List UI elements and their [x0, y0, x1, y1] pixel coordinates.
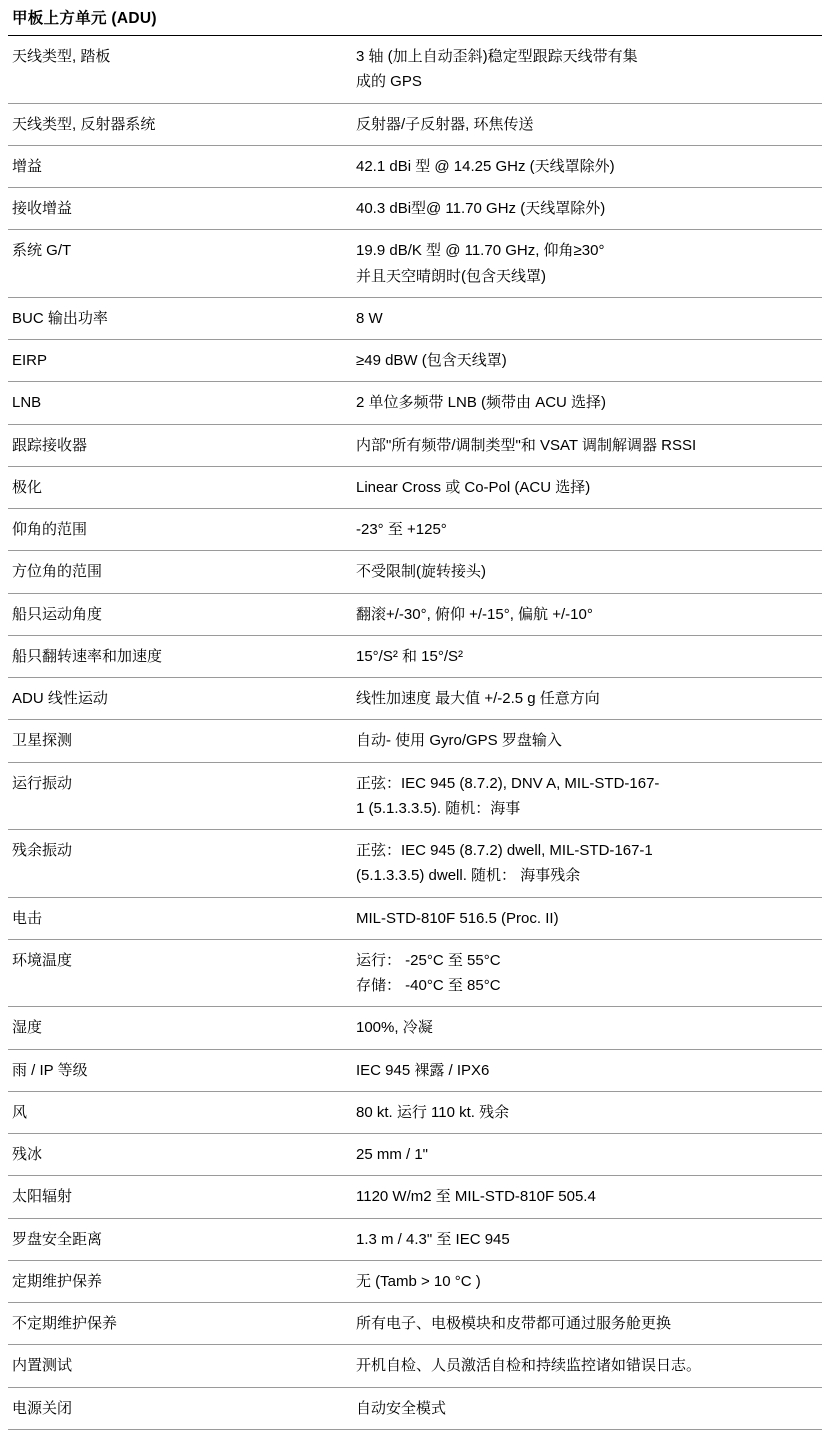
table-row: [8, 1387, 822, 1429]
table-row: [8, 103, 822, 145]
table-row: [8, 382, 822, 424]
spec-value-line: 正弦：IEC 945 (8.7.2) dwell, MIL-STD-167-1: [356, 842, 653, 859]
table-row: [8, 509, 822, 551]
spec-label: 湿度: [8, 1007, 348, 1049]
spec-label: 不定期维护保养: [8, 1303, 348, 1345]
spec-label: 仰角的范围: [8, 509, 348, 551]
spec-value: [348, 424, 822, 466]
spec-label: 极化: [8, 466, 348, 508]
table-row: [8, 36, 822, 104]
table-row: [8, 939, 822, 1007]
spec-label: 卫星探测: [8, 720, 348, 762]
spec-label: 运行振动: [8, 762, 348, 830]
table-row: [8, 297, 822, 339]
spec-value-line: 反射器/子反射器, 环焦传送: [356, 115, 534, 133]
spec-label: 方位角的范围: [8, 551, 348, 593]
spec-value: [348, 720, 822, 762]
table-row: [8, 424, 822, 466]
table-row: [8, 1218, 822, 1260]
spec-value-line: 1120 W/m2 至 MIL-STD-810F 505.4: [356, 1188, 596, 1206]
spec-label: 天线类型, 反射器系统: [8, 103, 348, 145]
spec-value-line: 开机自检、人员激活自检和持续监控诸如错误日志。: [356, 1357, 702, 1375]
table-row: [8, 551, 822, 593]
spec-value-line: 2 单位多频带 LNB (频带由 ACU 选择): [356, 394, 607, 412]
spec-value-line: ≥49 dBW (包含天线罩): [356, 352, 507, 369]
spec-value: [348, 509, 822, 551]
spec-value: [348, 1260, 822, 1302]
table-row: [8, 678, 822, 720]
table-row: [8, 635, 822, 677]
spec-value: [348, 1345, 822, 1387]
spec-value-line: 无 (Tamb > 10 °C ): [356, 1272, 481, 1290]
spec-value-line: MIL-STD-810F 516.5 (Proc. II): [356, 909, 559, 927]
spec-value: [348, 897, 822, 939]
spec-value-line: 翻滚+/-30°, 俯仰 +/-15°, 偏航 +/-10°: [356, 605, 593, 623]
spec-value: [348, 230, 822, 298]
spec-value-line: 存储： -40°C 至 85°C: [356, 977, 501, 994]
table-row: [8, 593, 822, 635]
spec-label: 内置测试: [8, 1345, 348, 1387]
spec-value-line: 不受限制(旋转接头): [356, 563, 486, 581]
spec-label: LNB: [8, 382, 348, 424]
spec-value: [348, 382, 822, 424]
table-row: [8, 1260, 822, 1302]
table-row: [8, 145, 822, 187]
spec-value: [348, 593, 822, 635]
spec-label: 接收增益: [8, 188, 348, 230]
spec-value: [348, 297, 822, 339]
spec-value-line: 42.1 dBi 型 @ 14.25 GHz (天线罩除外): [356, 157, 615, 175]
table-row: [8, 897, 822, 939]
spec-label: 电击: [8, 897, 348, 939]
table-row: [8, 466, 822, 508]
spec-value: [348, 188, 822, 230]
table-row: [8, 762, 822, 830]
spec-value-line: 100%, 冷凝: [356, 1019, 433, 1037]
table-row: [8, 1007, 822, 1049]
spec-value-line: -23° 至 +125°: [356, 521, 447, 538]
spec-value-line: 40.3 dBi型@ 11.70 GHz (天线罩除外): [356, 200, 606, 217]
spec-label: 残余振动: [8, 830, 348, 898]
spec-label: EIRP: [8, 340, 348, 382]
spec-value: [348, 466, 822, 508]
spec-label: ADU 线性运动: [8, 678, 348, 720]
spec-label: BUC 输出功率: [8, 297, 348, 339]
spec-value: [348, 762, 822, 830]
section-title: 甲板上方单元 (ADU): [8, 0, 822, 36]
table-row: [8, 1091, 822, 1133]
spec-label: 船只翻转速率和加速度: [8, 635, 348, 677]
table-row: [8, 230, 822, 298]
spec-table-body: [8, 0, 822, 1429]
spec-value: [348, 36, 822, 104]
spec-value: [348, 103, 822, 145]
section-header-row: [8, 0, 822, 36]
spec-value: [348, 1303, 822, 1345]
spec-value: [348, 551, 822, 593]
spec-value-line: 15°/S² 和 15°/S²: [356, 647, 464, 665]
table-row: [8, 340, 822, 382]
spec-value: [348, 1091, 822, 1133]
spec-value-line: 自动安全模式: [356, 1399, 447, 1417]
table-row: [8, 1303, 822, 1345]
spec-label: 跟踪接收器: [8, 424, 348, 466]
spec-label: 环境温度: [8, 939, 348, 1007]
spec-value-line: 内部"所有频带/调制类型"和 VSAT 调制解调器 RSSI: [356, 436, 697, 454]
table-row: [8, 830, 822, 898]
spec-value: [348, 1007, 822, 1049]
spec-value-line: 3 轴 (加上自动歪斜)稳定型跟踪天线带有集: [356, 48, 638, 65]
table-row: [8, 1176, 822, 1218]
spec-label: 残冰: [8, 1134, 348, 1176]
spec-table: [8, 0, 822, 1430]
spec-value: [348, 939, 822, 1007]
table-row: [8, 1134, 822, 1176]
spec-label: 罗盘安全距离: [8, 1218, 348, 1260]
spec-value: [348, 678, 822, 720]
spec-value-line: 1.3 m / 4.3" 至 IEC 945: [356, 1230, 510, 1248]
spec-value-line: 25 mm / 1": [356, 1146, 429, 1163]
spec-value-line: IEC 945 裸露 / IPX6: [356, 1061, 490, 1079]
table-row: [8, 188, 822, 230]
spec-value: [348, 340, 822, 382]
spec-value-line: 自动- 使用 Gyro/GPS 罗盘输入: [356, 732, 562, 750]
spec-value: [348, 1049, 822, 1091]
spec-value-line: 正弦：IEC 945 (8.7.2), DNV A, MIL-STD-167-: [356, 774, 660, 792]
spec-label: 天线类型, 踏板: [8, 36, 348, 104]
spec-value-line: 运行： -25°C 至 55°C: [356, 951, 501, 969]
spec-value: [348, 830, 822, 898]
spec-value: [348, 1218, 822, 1260]
table-row: [8, 1049, 822, 1091]
spec-value: [348, 1387, 822, 1429]
spec-value: [348, 1134, 822, 1176]
spec-value-line: 所有电子、电极模块和皮带都可通过服务舱更换: [356, 1315, 672, 1332]
spec-value: [348, 1176, 822, 1218]
spec-label: 船只运动角度: [8, 593, 348, 635]
spec-value-line: 1 (5.1.3.3.5). 随机：海事: [356, 799, 521, 817]
spec-value-line: Linear Cross 或 Co-Pol (ACU 选择): [356, 478, 591, 496]
spec-value-line: 80 kt. 运行 110 kt. 残余: [356, 1103, 510, 1121]
spec-label: 雨 / IP 等级: [8, 1049, 348, 1091]
table-row: [8, 720, 822, 762]
spec-label: 定期维护保养: [8, 1260, 348, 1302]
spec-label: 太阳辐射: [8, 1176, 348, 1218]
spec-value-line: 线性加速度 最大值 +/-2.5 g 任意方向: [356, 690, 600, 707]
spec-value: [348, 145, 822, 187]
spec-value-line: (5.1.3.3.5) dwell. 随机： 海事残余: [356, 867, 581, 885]
spec-value-line: 成的 GPS: [356, 73, 422, 91]
spec-label: 系统 G/T: [8, 230, 348, 298]
spec-label: 增益: [8, 145, 348, 187]
spec-value: [348, 635, 822, 677]
spec-label: 电源关闭: [8, 1387, 348, 1429]
spec-value-line: 8 W: [356, 309, 383, 327]
spec-label: 风: [8, 1091, 348, 1133]
table-row: [8, 1345, 822, 1387]
spec-value-line: 19.9 dB/K 型 @ 11.70 GHz, 仰角≥30°: [356, 242, 605, 260]
spec-value-line: 并且天空晴朗时(包含天线罩): [356, 267, 546, 285]
